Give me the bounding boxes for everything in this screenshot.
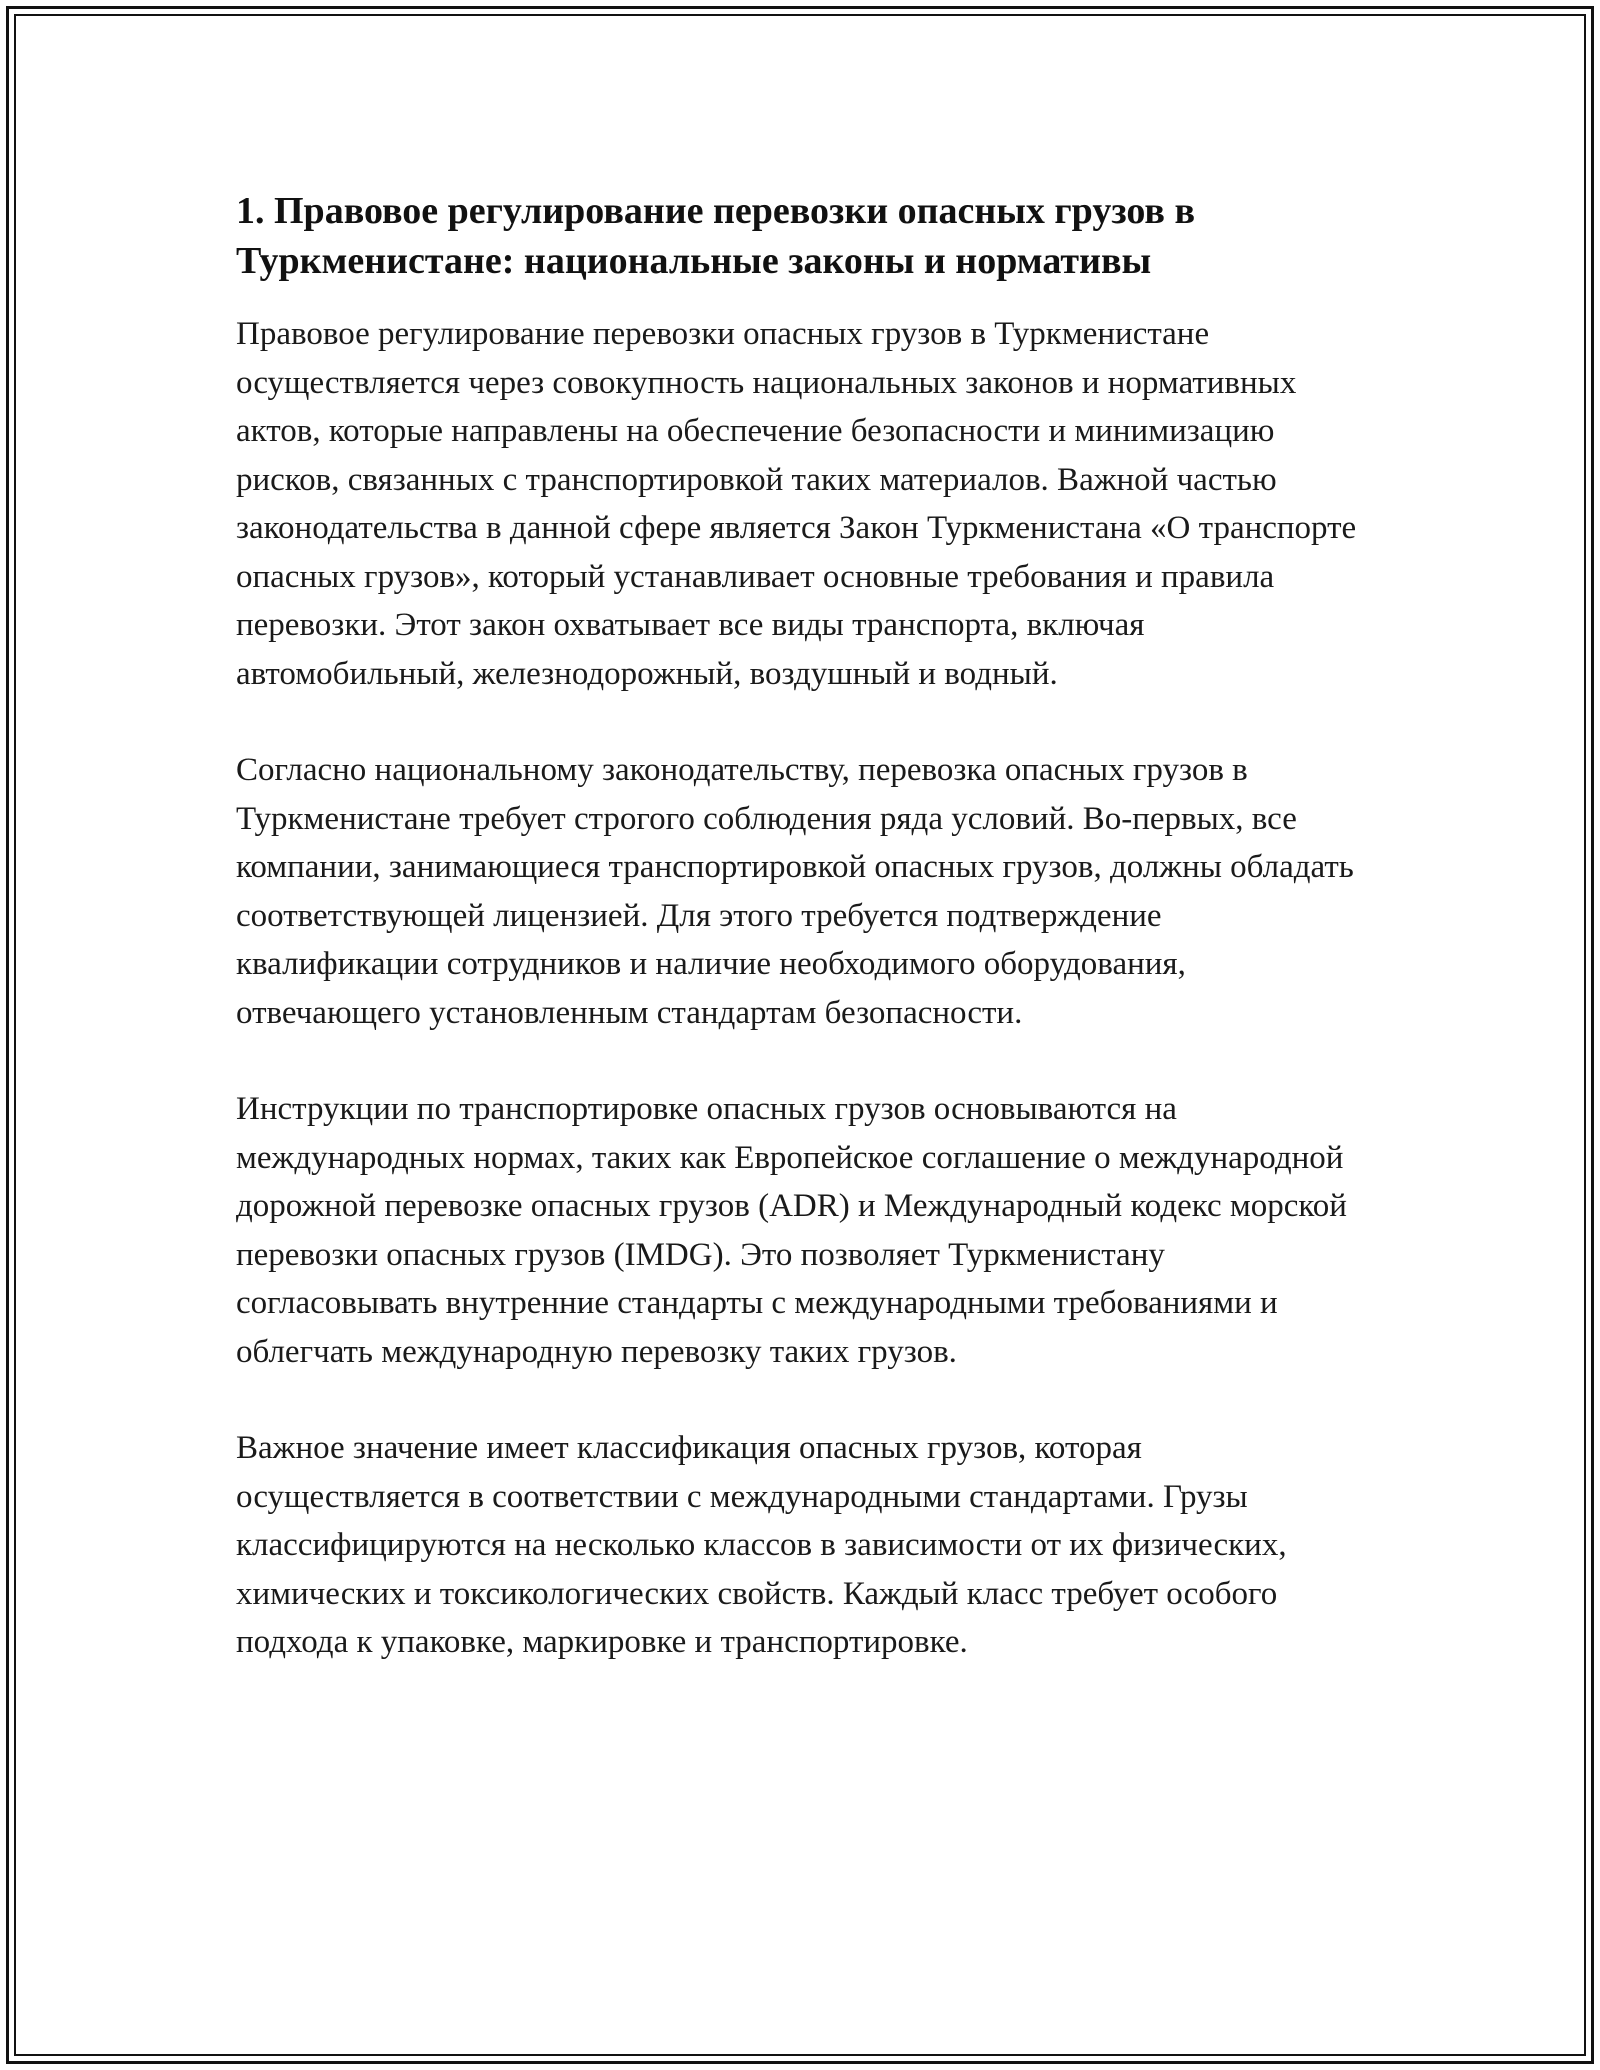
paragraph-classification: Важное значение имеет классификация опасных грузов, которая осуществляется в соответствии с международными стандартами. Грузы классифицируются на несколько классов в зависимости от их физических, химических и токсикологических свойств. Каждый класс требует особого подхода к упаковке, маркировке и транспортировке. — [236, 1430, 1287, 1660]
paragraph-international-norms: Инструкции по транспортировке опасных грузов основываются на международных нормах, таких как Европейское соглашение о международной дорожной перевозке опасных грузов (ADR) и Международный кодекс морской перевозки опасных грузов (IMDG). Это позволяет Туркменистану согласовывать внутренние стандарты с международными требованиями и облегчать международную перевозку таких грузов. — [236, 1091, 1347, 1370]
section-heading: 1. Правовое регулирование перевозки опасных грузов в Туркменистане: национальные законы и нормативы — [236, 190, 1195, 282]
paragraph-legal-framework: Правовое регулирование перевозки опасных грузов в Туркменистане осуществляется через совокупность национальных законов и нормативных актов, которые направлены на обеспечение безопасности и минимизацию рисков, связанных с транспортировкой таких материалов. Важной частью законодательства в данной сфере является Закон Туркменистана «О транспорте опасных грузов», который устанавливает основные требования и правила перевозки. Этот закон охватывает все виды транспорта, включая автомобильный, железнодорожный, воздушный и водный. — [236, 316, 1357, 692]
document-body — [236, 186, 1366, 1715]
paragraph-licensing-requirements: Согласно национальному законодательству, перевозка опасных грузов в Туркменистане требует строгого соблюдения ряда условий. Во-первых, все компании, занимающиеся транспортировкой опасных грузов, должны обладать соответствующей лицензией. Для этого требуется подтверждение квалификации сотрудников и наличие необходимого оборудования, отвечающего установленным стандартам безопасности. — [236, 752, 1354, 1031]
